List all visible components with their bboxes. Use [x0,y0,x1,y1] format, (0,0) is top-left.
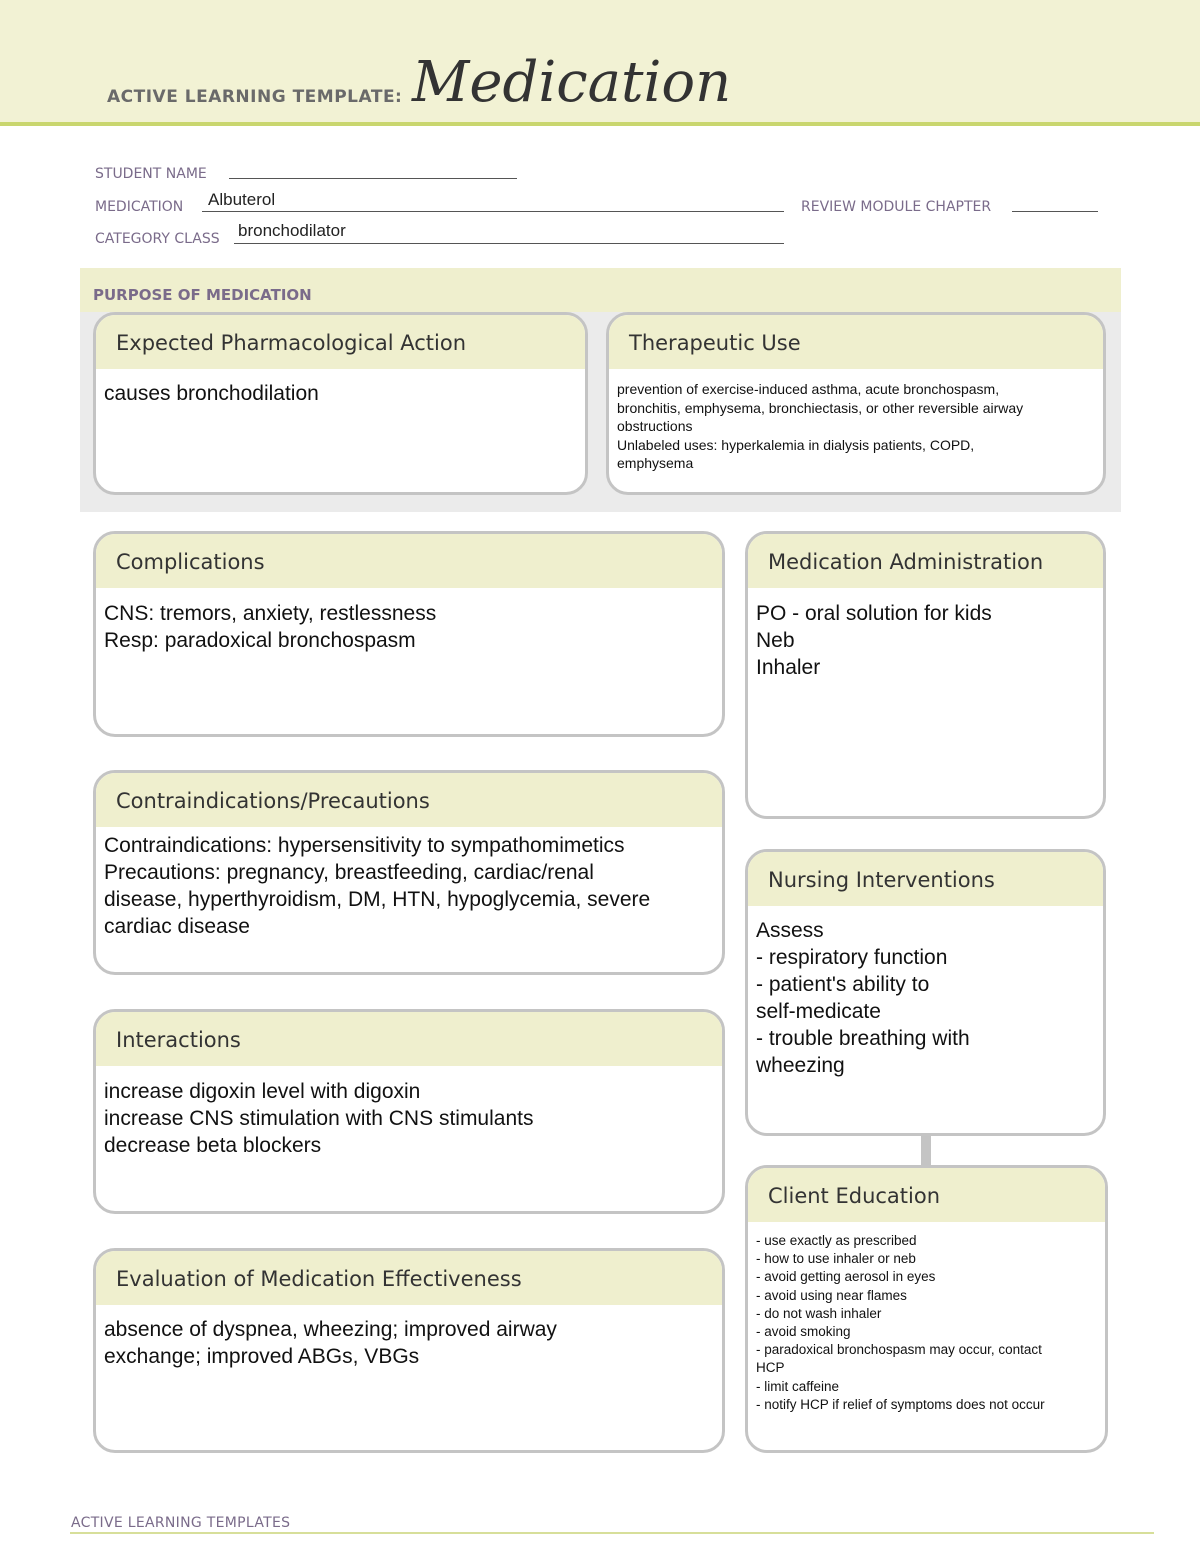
footer-label: ACTIVE LEARNING TEMPLATES [71,1515,291,1531]
contraindications-title: Contraindications/Precautions [96,773,722,827]
administration-box [745,531,1106,819]
evaluation-box [93,1248,725,1453]
student-name-label: STUDENT NAME [95,166,207,182]
connector-bar [921,1135,931,1165]
administration-title: Medication Administration [748,534,1103,588]
therapeutic-use-text[interactable]: prevention of exercise-induced asthma, acute bronchospasm, bronchitis, emphysema, bronchiectasis, or other reversible airway obstructions Unlabeled uses: hyperkalemia in dialysis patients, COPD, emphysema [617,381,1024,471]
expected-action-text[interactable]: causes bronchodilation [104,382,319,405]
student-name-field[interactable] [229,178,517,179]
interactions-box [93,1009,725,1214]
interactions-title: Interactions [96,1012,722,1066]
complications-text[interactable]: CNS: tremors, anxiety, restlessness Resp: paradoxical bronchospasm [104,602,437,652]
category-class-value: bronchodilator [238,221,346,240]
header-accent-line [0,122,1200,126]
contraindications-text[interactable]: Contraindications: hypersensitivity to sympathomimetics Precautions: pregnancy, breastfeeding, cardiac/renal disease, hyperthyroidism, DM, HTN, hypoglycemia, severe cardiac disease [104,834,651,938]
complications-box [93,531,725,737]
page-title: Medication [412,50,732,115]
complications-title: Complications [96,534,722,588]
medication-value: Albuterol [208,190,276,209]
footer-line [70,1532,1154,1534]
administration-text[interactable]: PO - oral solution for kids Neb Inhaler [756,602,992,679]
client-education-text[interactable]: - use exactly as prescribed - how to use inhaler or neb - avoid getting aerosol in eyes - avoid using near flames - do not wash inhaler - avoid smoking - paradoxical bronchospasm may occur, contact HCP - limit caffeine - notify HCP if relief of symptoms does not occur [756,1233,1045,1412]
client-education-box [745,1165,1108,1453]
purpose-label: PURPOSE OF MEDICATION [93,286,312,304]
medication-field[interactable] [202,211,784,212]
contraindications-box [93,770,725,975]
category-class-label: CATEGORY CLASS [95,231,220,247]
client-education-title: Client Education [748,1168,1105,1222]
medication-label: MEDICATION [95,199,184,215]
review-module-field[interactable] [1012,211,1098,212]
review-module-label: REVIEW MODULE CHAPTER [801,199,992,215]
interactions-text[interactable]: increase digoxin level with digoxin increase CNS stimulation with CNS stimulants decrease beta blockers [104,1080,534,1157]
expected-action-title: Expected Pharmacological Action [96,315,585,369]
evaluation-title: Evaluation of Medication Effectiveness [96,1251,722,1305]
therapeutic-use-title: Therapeutic Use [609,315,1103,369]
template-label: ACTIVE LEARNING TEMPLATE: [107,87,403,107]
nursing-interventions-text[interactable]: Assess - respiratory function - patient's ability to self-medicate - trouble breathing with wheezing [756,919,970,1077]
category-class-field[interactable] [234,243,784,244]
expected-action-box [93,312,588,495]
nursing-interventions-title: Nursing Interventions [748,852,1103,906]
therapeutic-use-box [606,312,1106,495]
evaluation-text[interactable]: absence of dyspnea, wheezing; improved airway exchange; improved ABGs, VBGs [104,1318,557,1368]
nursing-interventions-box [745,849,1106,1136]
